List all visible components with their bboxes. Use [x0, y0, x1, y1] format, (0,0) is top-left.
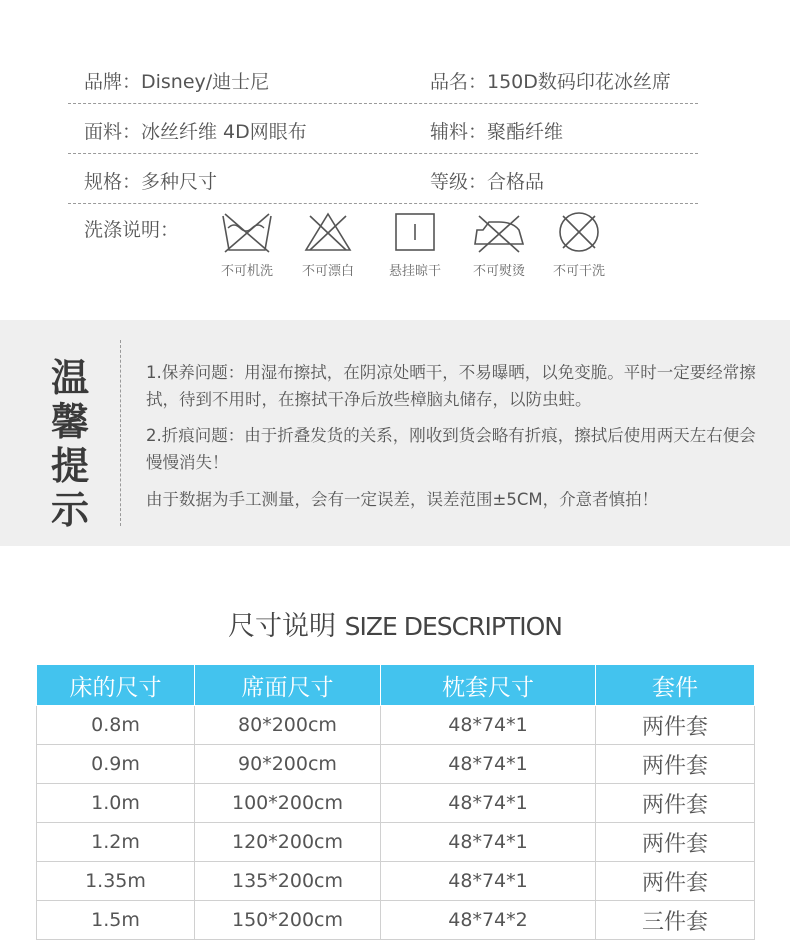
- tip-measurement: 由于数据为手工测量，会有一定误差，误差范围±5CM，介意者慎拍！: [146, 490, 659, 509]
- care-item: [215, 210, 279, 279]
- care-caption: 不可机洗: [220, 264, 273, 279]
- care-caption: 不可漂白: [301, 264, 354, 279]
- no-dry-clean-icon: [551, 210, 607, 254]
- tips-divider: [120, 340, 121, 526]
- warm-tips-section: [0, 320, 790, 546]
- spec-row: [68, 103, 698, 154]
- size-title: 尺寸说明 SIZE DESCRIPTION: [228, 611, 562, 642]
- tip-crease: 2.折痕问题：由于折叠发货的关系，刚收到货会略有折痕，擦拭后使用两天左右便会慢慢消失！: [146, 426, 756, 472]
- care-item: [467, 210, 531, 279]
- table-row: 0.8m 80*200cm 48*74*1 两件套: [37, 706, 755, 745]
- tip-maintenance: 1.保养问题：用湿布擦拭，在阴凉处晒干，不易曝晒，以免变脆。平时一定要经常擦拭，待到不用时，在擦拭干净后放些樟脑丸储存，以防虫蛀。: [146, 363, 756, 409]
- care-item: [383, 210, 447, 279]
- warm-tips-title: 温 馨 提 示: [50, 356, 89, 532]
- no-iron-icon: [469, 210, 529, 254]
- spec-brand: 品牌：Disney/迪士尼: [84, 71, 270, 93]
- table-row: 1.2m 120*200cm 48*74*1 两件套: [37, 823, 755, 862]
- col-mat-size: 席面尺寸: [195, 665, 381, 706]
- care-item: [547, 210, 611, 279]
- spec-accessory: 辅料：聚酯纤维: [430, 121, 564, 143]
- spec-row: [68, 153, 698, 204]
- spec-row: [68, 53, 698, 104]
- spec-grade: 等级：合格品: [430, 171, 545, 193]
- table-row: 1.5m 150*200cm 48*74*2 三件套: [37, 901, 755, 940]
- table-row: 0.9m 90*200cm 48*74*1 两件套: [37, 745, 755, 784]
- care-caption: 不可熨烫: [472, 264, 525, 279]
- col-pillowcase-size: 枕套尺寸: [381, 665, 596, 706]
- care-caption: 悬挂晾干: [388, 264, 441, 279]
- col-bed-size: 床的尺寸: [37, 665, 195, 706]
- care-item: [296, 210, 360, 279]
- table-row: 1.35m 135*200cm 48*74*1 两件套: [37, 862, 755, 901]
- wash-label: 洗涤说明：: [84, 219, 180, 241]
- spec-product-name: 品名：150D数码印花冰丝席: [430, 71, 671, 93]
- spec-size: 规格：多种尺寸: [84, 171, 218, 193]
- size-table: [36, 664, 755, 940]
- no-machine-wash-icon: [219, 210, 275, 254]
- table-row: 1.0m 100*200cm 48*74*1 两件套: [37, 784, 755, 823]
- care-caption: 不可干洗: [552, 264, 605, 279]
- spec-fabric: 面料：冰丝纤维 4D网眼布: [84, 121, 307, 143]
- no-bleach-icon: [300, 210, 356, 254]
- hang-dry-icon: [387, 210, 443, 254]
- col-set: 套件: [596, 665, 755, 706]
- table-header-row: [37, 665, 755, 706]
